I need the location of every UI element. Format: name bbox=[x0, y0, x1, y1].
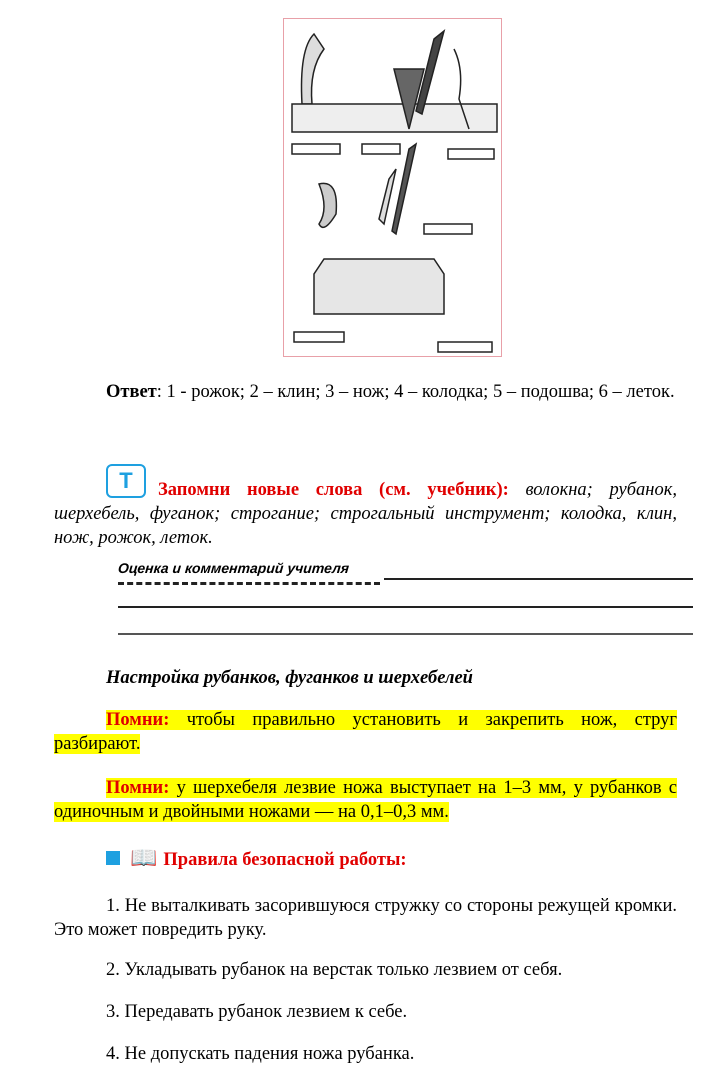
note-label: Помни: bbox=[106, 710, 170, 730]
note-text: у шерхебеля лезвие ножа выступает на 1–3 мм, у рубанков с одиночным и двойными ножами — на 0,1–0,3 мм. bbox=[54, 778, 677, 822]
rule-1: 1. Не выталкивать засорившуюся стружку со стороны режущей кромки. Это может повредить руку. bbox=[54, 896, 677, 940]
comment-line-3[interactable] bbox=[118, 633, 693, 635]
answer-label: Ответ bbox=[106, 382, 157, 402]
remember-words-title: Запомни новые слова (см. учебник): bbox=[158, 480, 509, 500]
answer-text: : 1 - рожок; 2 – клин; 3 – нож; 4 – колодка; 5 – подошва; 6 – леток. bbox=[156, 382, 675, 402]
blue-square-icon bbox=[106, 851, 120, 865]
safety-heading bbox=[54, 846, 677, 872]
note-label: Помни: bbox=[106, 778, 170, 798]
comment-line-1[interactable] bbox=[384, 578, 693, 580]
answer-paragraph bbox=[54, 380, 677, 404]
note-2 bbox=[54, 776, 677, 824]
remember-words-paragraph bbox=[54, 468, 677, 550]
dashed-line bbox=[118, 582, 380, 585]
note-1 bbox=[54, 708, 677, 756]
section-title: Настройка рубанков, фуганков и шерхебелей bbox=[106, 668, 473, 688]
remember-words-list: волокна; рубанок, шерхебель, фуганок; строгание; строгальный инструмент; колодка, клин, нож, рожок, леток. bbox=[54, 480, 677, 548]
teacher-comment-label: Оценка и комментарий учителя bbox=[117, 560, 350, 576]
note-text: чтобы правильно установить и закрепить нож, струг разбирают. bbox=[54, 710, 677, 754]
book-icon: 📖 bbox=[130, 845, 158, 870]
comment-line-2[interactable] bbox=[118, 606, 693, 608]
rule-3: 3. Передавать рубанок лезвием к себе. bbox=[106, 1002, 408, 1022]
rule-4: 4. Не допускать падения ножа рубанка. bbox=[106, 1044, 415, 1064]
safety-title: Правила безопасной работы: bbox=[163, 850, 407, 870]
plane-parts-figure bbox=[283, 18, 502, 357]
t-icon: T bbox=[106, 464, 146, 498]
plane-diagram-icon bbox=[284, 19, 501, 356]
rule-2: 2. Укладывать рубанок на верстак только лезвием от себя. bbox=[106, 960, 563, 980]
